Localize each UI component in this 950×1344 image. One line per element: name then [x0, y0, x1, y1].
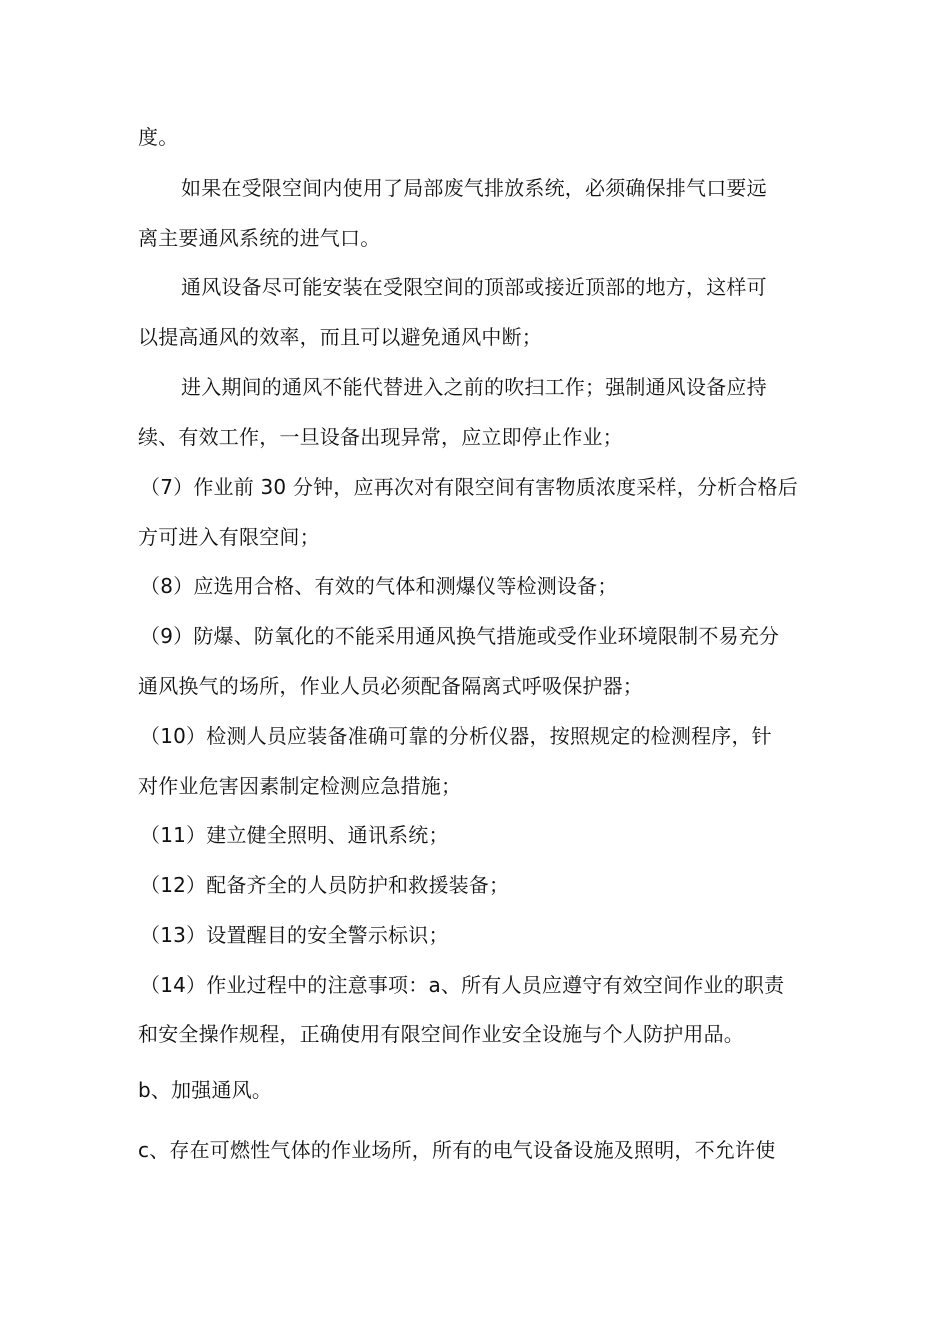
text-line: （13）设置醒目的安全警示标识； [140, 923, 449, 947]
text-line: （9）防爆、防氧化的不能采用通风换气措施或受作业环境限制不易充分 [140, 624, 780, 648]
text-line: （12）配备齐全的人员防护和救援装备； [140, 873, 510, 897]
text-line: （11）建立健全照明、通讯系统； [140, 823, 449, 847]
text-line: c、存在可燃性气体的作业场所，所有的电气设备设施及照明，不允许使 [138, 1138, 776, 1162]
text-line: 对作业危害因素制定检测应急措施； [138, 774, 462, 798]
text-line: （10）检测人员应装备准确可靠的分析仪器，按照规定的检测程序，针 [140, 724, 772, 748]
text-line: （7）作业前 30 分钟，应再次对有限空间有害物质浓度采样，分析合格后 [140, 475, 798, 499]
text-line: 如果在受限空间内使用了局部废气排放系统，必须确保排气口要远 [181, 176, 767, 200]
text-line: 通风换气的场所，作业人员必须配备隔离式呼吸保护器； [138, 674, 643, 698]
text-line: 方可进入有限空间； [138, 525, 320, 549]
text-line: 和安全操作规程，正确使用有限空间作业安全设施与个人防护用品。 [138, 1022, 744, 1046]
text-line: 以提高通风的效率，而且可以避免通风中断； [138, 325, 542, 349]
text-line: 通风设备尽可能安装在受限空间的顶部或接近顶部的地方，这样可 [181, 275, 767, 299]
text-line: 离主要通风系统的进气口。 [138, 226, 381, 250]
text-line: 续、有效工作，一旦设备出现异常，应立即停止作业； [138, 425, 623, 449]
text-line: 度。 [138, 125, 179, 149]
text-line: 进入期间的通风不能代替进入之前的吹扫工作；强制通风设备应持 [181, 375, 767, 399]
text-line: （14）作业过程中的注意事项：a、所有人员应遵守有效空间作业的职责 [140, 973, 785, 997]
text-line: b、加强通风。 [138, 1078, 273, 1102]
text-line: （8）应选用合格、有效的气体和测爆仪等检测设备； [140, 574, 618, 598]
